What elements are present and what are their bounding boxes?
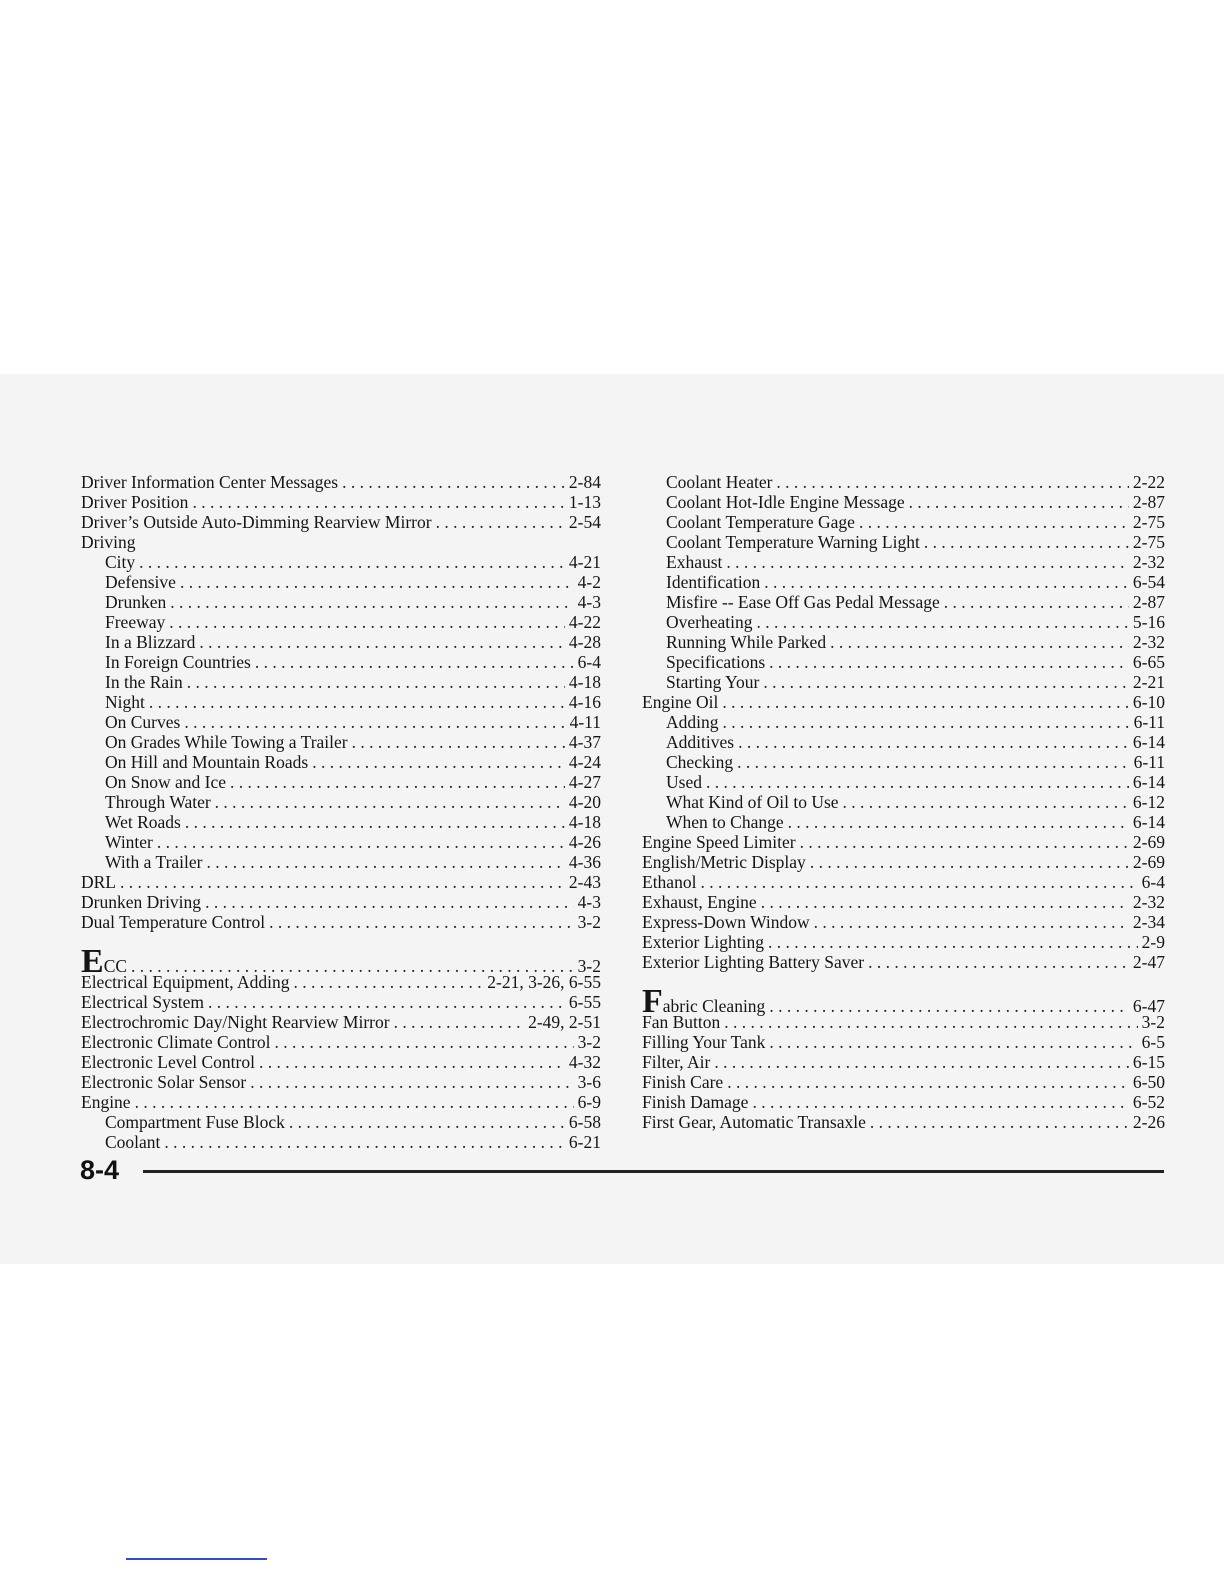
entry-page-ref: 4-21 [568,552,601,572]
entry-page-ref: 6-21 [568,1132,601,1152]
entry-term: In a Blizzard [105,632,196,652]
dot-leader [312,752,565,772]
index-entry [81,943,601,980]
entry-page-ref: 2-69 [1132,852,1165,872]
index-subentry [642,812,1165,832]
entry-page-ref: 4-11 [569,712,601,732]
entry-term: Fan Button [642,1012,721,1032]
entry-term: Dual Temperature Control [81,912,266,932]
entry-page-ref: 6-4 [577,652,601,672]
dot-leader [714,1052,1129,1072]
index-entry [81,892,601,912]
entry-term: Drunken [105,592,167,612]
entry-term: Driver’s Outside Auto-Dimming Rearview Mirror [81,512,432,532]
index-subentry [81,592,601,612]
dot-leader [768,932,1138,952]
index-entry [642,692,1165,712]
entry-page-ref: 3-2 [577,912,601,932]
index-subentry [81,1132,601,1152]
entry-page-ref: 2-26 [1132,1112,1165,1132]
dot-leader [870,1112,1129,1132]
entry-term: Checking [666,752,734,772]
entry-term: On Grades While Towing a Trailer [105,732,348,752]
entry-term: Filling Your Tank [642,1032,766,1052]
index-subentry [81,572,601,592]
dot-leader [169,612,565,632]
index-entry [81,1012,601,1032]
index-subentry [642,512,1165,532]
entry-page-ref: 2-32 [1132,552,1165,572]
entry-page-ref: 6-12 [1132,792,1165,812]
entry-page-ref: 6-15 [1132,1052,1165,1072]
index-entry [642,983,1165,1020]
entry-page-ref: 2-34 [1132,912,1165,932]
entry-page-ref: 4-36 [568,852,601,872]
index-entry [81,492,601,512]
entry-term-text: CC [103,956,128,976]
entry-page-ref: 3-2 [1141,1012,1165,1032]
entry-term: With a Trailer [105,852,203,872]
entry-term: Wet Roads [105,812,181,832]
dot-leader [342,472,565,492]
entry-term: Electrochromic Day/Night Rearview Mirror [81,1012,390,1032]
entry-page-ref: 4-16 [568,692,601,712]
entry-term: First Gear, Automatic Transaxle [642,1112,866,1132]
dot-leader [843,792,1129,812]
index-subentry [81,552,601,572]
entry-term: Overheating [666,612,753,632]
index-subentry [81,1112,601,1132]
entry-term: Exterior Lighting [642,932,764,952]
entry-term: Misfire -- Ease Off Gas Pedal Message [666,592,940,612]
entry-term: Specifications [666,652,766,672]
dot-leader [788,812,1129,832]
dot-leader [700,872,1137,892]
entry-term: City [105,552,136,572]
index-entry [642,1052,1165,1072]
dot-leader [157,832,565,852]
dot-leader [769,652,1129,672]
entry-page-ref: 4-28 [568,632,601,652]
entry-page-ref: 6-10 [1132,692,1165,712]
entry-page-ref: 4-3 [577,592,601,612]
entry-page-ref: 6-14 [1132,812,1165,832]
index-entry [642,952,1165,972]
entry-page-ref: 2-87 [1132,592,1165,612]
index-subentry [642,772,1165,792]
entry-term: Coolant Temperature Warning Light [666,532,920,552]
dot-leader [752,1092,1128,1112]
entry-term: Driving [81,532,136,552]
entry-term: Exhaust, Engine [642,892,757,912]
entry-page-ref: 2-84 [568,472,601,492]
dot-leader [764,572,1129,592]
dot-leader [769,1032,1137,1052]
dot-leader [436,512,565,532]
index-subentry [642,672,1165,692]
dot-leader [187,672,565,692]
entry-term: Winter [105,832,153,852]
entry-page-ref: 6-14 [1132,732,1165,752]
dot-leader [215,792,565,812]
index-subentry [81,792,601,812]
dot-leader [868,952,1129,972]
entry-term: Electronic Solar Sensor [81,1072,247,1092]
index-entry [81,512,601,532]
dot-leader [706,772,1129,792]
dot-leader [800,832,1129,852]
dot-leader [830,632,1129,652]
index-entry [81,1052,601,1072]
entry-page-ref: 4-2 [577,572,601,592]
entry-term: Coolant [105,1132,161,1152]
dot-leader [810,852,1129,872]
entry-page-ref: 2-32 [1132,632,1165,652]
entry-term: DRL [81,872,116,892]
entry-page-ref: 3-2 [577,956,601,976]
entry-term: Engine Speed Limiter [642,832,796,852]
entry-page-ref: 6-11 [1133,712,1165,732]
index-subentry [642,592,1165,612]
index-entry [81,972,601,992]
entry-term: Electrical Equipment, Adding [81,972,290,992]
index-subentry [81,852,601,872]
section-letter: F [642,983,663,1020]
index-entry [642,1032,1165,1052]
index-column-left [81,472,601,1152]
entry-term: Driver Position [81,492,189,512]
entry-term: Coolant Temperature Gage [666,512,855,532]
dot-leader [289,1112,565,1132]
entry-page-ref: 4-18 [568,812,601,832]
dot-leader [208,992,565,1012]
entry-page-ref: 2-49, 2-51 [528,1012,601,1032]
index-subentry [81,752,601,772]
entry-term: Running While Parked [666,632,827,652]
entry-page-ref: 6-54 [1132,572,1165,592]
index-subentry [642,632,1165,652]
entry-page-ref: 2-87 [1132,492,1165,512]
dot-leader [294,972,484,992]
index-subentry [81,712,601,732]
entry-term: Engine [81,1092,131,1112]
entry-page-ref: 4-24 [568,752,601,772]
entry-page-ref: 6-11 [1133,752,1165,772]
dot-leader [761,892,1129,912]
dot-leader [185,812,565,832]
dot-leader [164,1132,565,1152]
index-subentry [642,652,1165,672]
dot-leader [205,892,574,912]
entry-page-ref: 6-65 [1132,652,1165,672]
entry-term: Filter, Air [642,1052,711,1072]
dot-leader [199,632,565,652]
index-entry [642,892,1165,912]
entry-page-ref: 2-32 [1132,892,1165,912]
dot-leader [737,752,1129,772]
entry-term: Used [666,772,702,792]
index-subentry [642,752,1165,772]
entry-page-ref: 2-47 [1132,952,1165,972]
entry-term: Ethanol [642,872,697,892]
dot-leader [255,652,574,672]
entry-page-ref: 4-27 [568,772,601,792]
entry-term: In the Rain [105,672,183,692]
index-subentry [81,812,601,832]
index-entry [81,912,601,932]
entry-page-ref: 5-16 [1132,612,1165,632]
dot-leader [814,912,1129,932]
entry-page-ref: 6-5 [1141,1032,1165,1052]
entry-term: Additives [666,732,735,752]
entry-term: Exhaust [666,552,723,572]
entry-page-ref: 2-21, 3-26, 6-55 [487,972,601,992]
index-entry [81,992,601,1012]
entry-term: Express-Down Window [642,912,810,932]
entry-page-ref: 6-4 [1141,872,1165,892]
entry-page-ref: 6-55 [568,992,601,1012]
dot-leader [776,472,1129,492]
dot-leader [269,912,574,932]
index-column-right [642,472,1165,1132]
entry-page-ref: 3-2 [577,1032,601,1052]
entry-page-ref: 3-6 [577,1072,601,1092]
index-entry [81,472,601,492]
dot-leader [184,712,565,732]
dot-leader [738,732,1129,752]
index-entry [642,872,1165,892]
dot-leader [944,592,1129,612]
index-entry [642,912,1165,932]
dot-leader [139,552,565,572]
index-subentry [642,472,1165,492]
entry-term: Exterior Lighting Battery Saver [642,952,865,972]
entry-page-ref: 4-32 [568,1052,601,1072]
entry-page-ref: 4-3 [577,892,601,912]
entry-page-ref: 6-50 [1132,1072,1165,1092]
index-subentry [642,492,1165,512]
index-subentry [642,572,1165,592]
entry-page-ref: 4-26 [568,832,601,852]
entry-term: Night [105,692,145,712]
index-subentry [642,532,1165,552]
entry-term: What Kind of Oil to Use [666,792,839,812]
entry-page-ref: 2-43 [568,872,601,892]
dot-leader [727,1072,1129,1092]
entry-page-ref: 6-14 [1132,772,1165,792]
bottom-link-underline [126,1558,267,1560]
dot-leader [180,572,574,592]
dot-leader [723,712,1130,732]
entry-page-ref: 4-22 [568,612,601,632]
index-subentry [81,692,601,712]
index-entry [642,1072,1165,1092]
entry-term: Finish Care [642,1072,724,1092]
dot-leader [722,692,1129,712]
dot-leader [724,1012,1137,1032]
index-subentry [642,712,1165,732]
dot-leader [206,852,564,872]
entry-page-ref: 2-75 [1132,512,1165,532]
footer-rule [143,1170,1164,1173]
entry-term: On Hill and Mountain Roads [105,752,309,772]
entry-term: Through Water [105,792,211,812]
section-letter: E [81,943,104,980]
index-entry [81,532,601,552]
entry-term: English/Metric Display [642,852,806,872]
entry-term: On Curves [105,712,181,732]
entry-page-ref: 2-69 [1132,832,1165,852]
entry-term: Electrical System [81,992,204,1012]
index-entry [81,1032,601,1052]
index-entry [81,872,601,892]
entry-page-ref: 2-9 [1141,932,1165,952]
entry-page-ref: 4-37 [568,732,601,752]
entry-page-ref: 6-52 [1132,1092,1165,1112]
entry-term: Coolant Heater [666,472,773,492]
index-entry [642,852,1165,872]
index-subentry [81,612,601,632]
dot-leader [924,532,1129,552]
dot-leader [149,692,565,712]
index-entry [642,832,1165,852]
dot-leader [394,1012,525,1032]
index-entry [642,932,1165,952]
entry-term: Compartment Fuse Block [105,1112,285,1132]
index-subentry [81,632,601,652]
entry-page-ref: 6-47 [1132,996,1165,1016]
dot-leader [757,612,1129,632]
entry-page-ref: 2-22 [1132,472,1165,492]
index-subentry [81,672,601,692]
dot-leader [763,672,1129,692]
dot-leader [909,492,1129,512]
entry-term: In Foreign Countries [105,652,251,672]
index-subentry [81,772,601,792]
entry-term: Electronic Climate Control [81,1032,271,1052]
entry-term: Finish Damage [642,1092,749,1112]
dot-leader [275,1032,574,1052]
dot-leader [352,732,565,752]
entry-term: Defensive [105,572,176,592]
entry-page-ref: 1-13 [568,492,601,512]
index-subentry [642,792,1165,812]
entry-page-ref: 4-18 [568,672,601,692]
dot-leader [135,1092,574,1112]
entry-page-ref: 6-58 [568,1112,601,1132]
dot-leader [170,592,573,612]
page-number: 8-4 [80,1155,120,1185]
index-entry [81,1072,601,1092]
dot-leader [120,872,565,892]
dot-leader [259,1052,565,1072]
entry-term: Drunken Driving [81,892,202,912]
dot-leader [250,1072,573,1092]
entry-term: Driver Information Center Messages [81,472,339,492]
entry-term: Adding [666,712,719,732]
dot-leader [230,772,565,792]
entry-term: On Snow and Ice [105,772,227,792]
entry-term: Engine Oil [642,692,719,712]
entry-term: Coolant Hot-Idle Engine Message [666,492,905,512]
entry-page-ref: 4-20 [568,792,601,812]
index-subentry [642,732,1165,752]
entry-term: Freeway [105,612,166,632]
index-entry [642,1112,1165,1132]
dot-leader [726,552,1129,572]
dot-leader [192,492,564,512]
entry-term: Electronic Level Control [81,1052,255,1072]
entry-page-ref: 6-9 [577,1092,601,1112]
entry-page-ref: 2-75 [1132,532,1165,552]
entry-page-ref: 2-54 [568,512,601,532]
index-subentry [81,832,601,852]
index-subentry [642,552,1165,572]
entry-term: Identification [666,572,761,592]
entry-page-ref: 2-21 [1132,672,1165,692]
index-entry [81,1092,601,1112]
index-subentry [642,612,1165,632]
index-subentry [81,732,601,752]
entry-term-text: abric Cleaning [662,996,766,1016]
entry-term: Starting Your [666,672,760,692]
dot-leader [859,512,1129,532]
entry-term: When to Change [666,812,784,832]
index-subentry [81,652,601,672]
index-entry [642,1092,1165,1112]
